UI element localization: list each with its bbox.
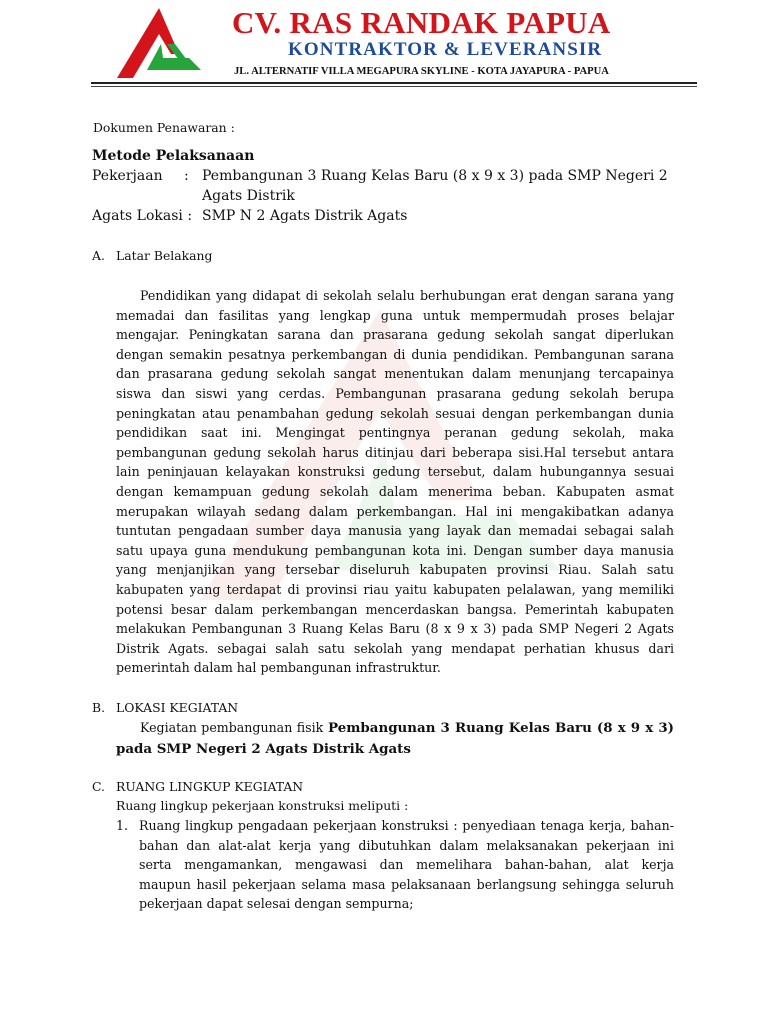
section-c-item-1-marker: 1.	[116, 818, 129, 833]
pekerjaan-label: Pekerjaan	[92, 168, 163, 184]
company-logo	[113, 6, 213, 82]
section-b-title: LOKASI KEGIATAN	[116, 700, 239, 715]
paragraph-line: tuntutan pengadaan sumber daya manusia yang layak dan memadai sebagai salah	[116, 523, 674, 539]
paragraph-line: pembangunan gedung sekolah harus ditinjau dari beberapa sisi.Hal tersebut antara	[116, 444, 674, 460]
section-b-marker: B.	[92, 700, 106, 715]
list-item-line: pekerjaan dapat selesai dengan sempurna;	[139, 896, 414, 912]
section-c-intro: Ruang lingkup pekerjaan konstruksi meliputi :	[116, 798, 409, 813]
paragraph-line: merupakan wilayah sedang dalam perkembangan. Hal ini mengakibatkan adanya	[116, 503, 674, 519]
paragraph-line: dengan semakin pesatnya perkembangan di dunia pendidikan. Pembangunan sarana	[116, 346, 674, 362]
paragraph-line: dengan kemampuan gedung sekolah dalam menerima beban. Kabupaten asmat	[116, 483, 674, 499]
section-a-marker: A.	[92, 248, 105, 263]
document-label: Dokumen Penawaran :	[93, 120, 235, 135]
section-a-paragraph	[116, 286, 674, 678]
lokasi-value: SMP N 2 Agats Distrik Agats	[202, 208, 408, 224]
list-item-line: Ruang lingkup pengadaan pekerjaan konstruksi : penyediaan tenaga kerja, bahan-	[139, 818, 674, 833]
paragraph-line: potensi besar dalam perkembangan mencerdaskan bangsa. Pemerintah kabupaten	[116, 601, 674, 617]
company-name: CV. RAS RANDAK PAPUA	[232, 5, 611, 40]
paragraph-line: Distrik Agats. sebagai salah satu sekolah yang mendapat perhatian khusus dari	[116, 640, 674, 656]
paragraph-line: pendidikan saat ini. Mengingat pentingnya peranan gedung sekolah, maka	[116, 425, 674, 441]
paragraph-line: melakukan Pembangunan 3 Ruang Kelas Baru (8 x 9 x 3) pada SMP Negeri 2 Agats	[116, 621, 674, 637]
paragraph-line: memadai dan fasilitas yang lengkap guna untuk mempermudah proses belajar	[116, 307, 674, 323]
paragraph-line: siswa dan siswi yang cerdas. Pembangunan prasarana gedung sekolah berupa	[116, 385, 674, 401]
paragraph-line: pemerintah dalam hal pembangunan infrastruktur.	[116, 660, 441, 676]
section-b-project-line2: pada SMP Negeri 2 Agats Distrik Agats	[116, 741, 411, 757]
paragraph-line: kabupaten yang terdapat di provinsi riau yaitu kabupaten pelalawan, yang memiliki	[116, 581, 674, 597]
section-b-intro: Kegiatan pembangunan fisik	[140, 720, 324, 735]
paragraph-line: mengajar. Peningkatan sarana dan prasarana gedung sekolah sangat diperlukan	[116, 327, 674, 343]
pekerjaan-colon: :	[184, 168, 189, 184]
paragraph-line: peningkatan atau penambahan gedung sekolah sesuai dengan perkembangan dunia	[116, 405, 674, 421]
paragraph-line: lain peninjauan kelayakan konstruksi gedung tersebut, dalam hubungannya sesuai	[116, 464, 674, 480]
paragraph-line: Pendidikan yang didapat di sekolah selalu berhubungan erat dengan sarana yang	[140, 288, 674, 303]
section-b-paragraph	[116, 718, 674, 759]
section-a-title: Latar Belakang	[116, 248, 213, 263]
header-divider-thin	[91, 86, 697, 87]
company-address: JL. ALTERNATIF VILLA MEGAPURA SKYLINE - KOTA JAYAPURA - PAPUA	[234, 66, 609, 77]
method-title: Metode Pelaksanaan	[92, 148, 255, 164]
paragraph-line: dan prasarana gedung sekolah sangat menentukan dalam menunjang tercapainya	[116, 366, 674, 382]
list-item-line: serta mengamankan, mengawasi dan memelihara bahan-bahan, alat kerja	[139, 857, 674, 873]
header-divider	[91, 82, 697, 84]
paragraph-line: satu upaya guna mendukung pembangunan kota ini. Dengan sumber daya manusia	[116, 542, 674, 558]
list-item-line: maupun hasil pekerjaan selama masa pelaksanaan berlangsung sehingga seluruh	[139, 876, 674, 892]
section-c-item-1	[139, 816, 674, 914]
lokasi-label: Agats Lokasi :	[92, 208, 193, 224]
section-c-title: RUANG LINGKUP KEGIATAN	[116, 779, 304, 794]
pekerjaan-value-line1: Pembangunan 3 Ruang Kelas Baru (8 x 9 x 3) pada SMP Negeri 2	[202, 168, 668, 184]
paragraph-line: yang menjanjikan yang tersebar diseluruh kabupaten provinsi Riau. Salah satu	[116, 562, 674, 578]
list-item-line: bahan dan alat-alat kerja yang dibutuhkan dalam melaksanakan pekerjaan ini	[139, 837, 674, 853]
pekerjaan-value-line2: Agats Distrik	[202, 188, 295, 204]
section-b-project-line1: Pembangunan 3 Ruang Kelas Baru (8 x 9 x 3)	[328, 720, 675, 736]
section-c-marker: C.	[92, 779, 105, 794]
company-subtitle: KONTRAKTOR & LEVERANSIR	[288, 39, 603, 60]
